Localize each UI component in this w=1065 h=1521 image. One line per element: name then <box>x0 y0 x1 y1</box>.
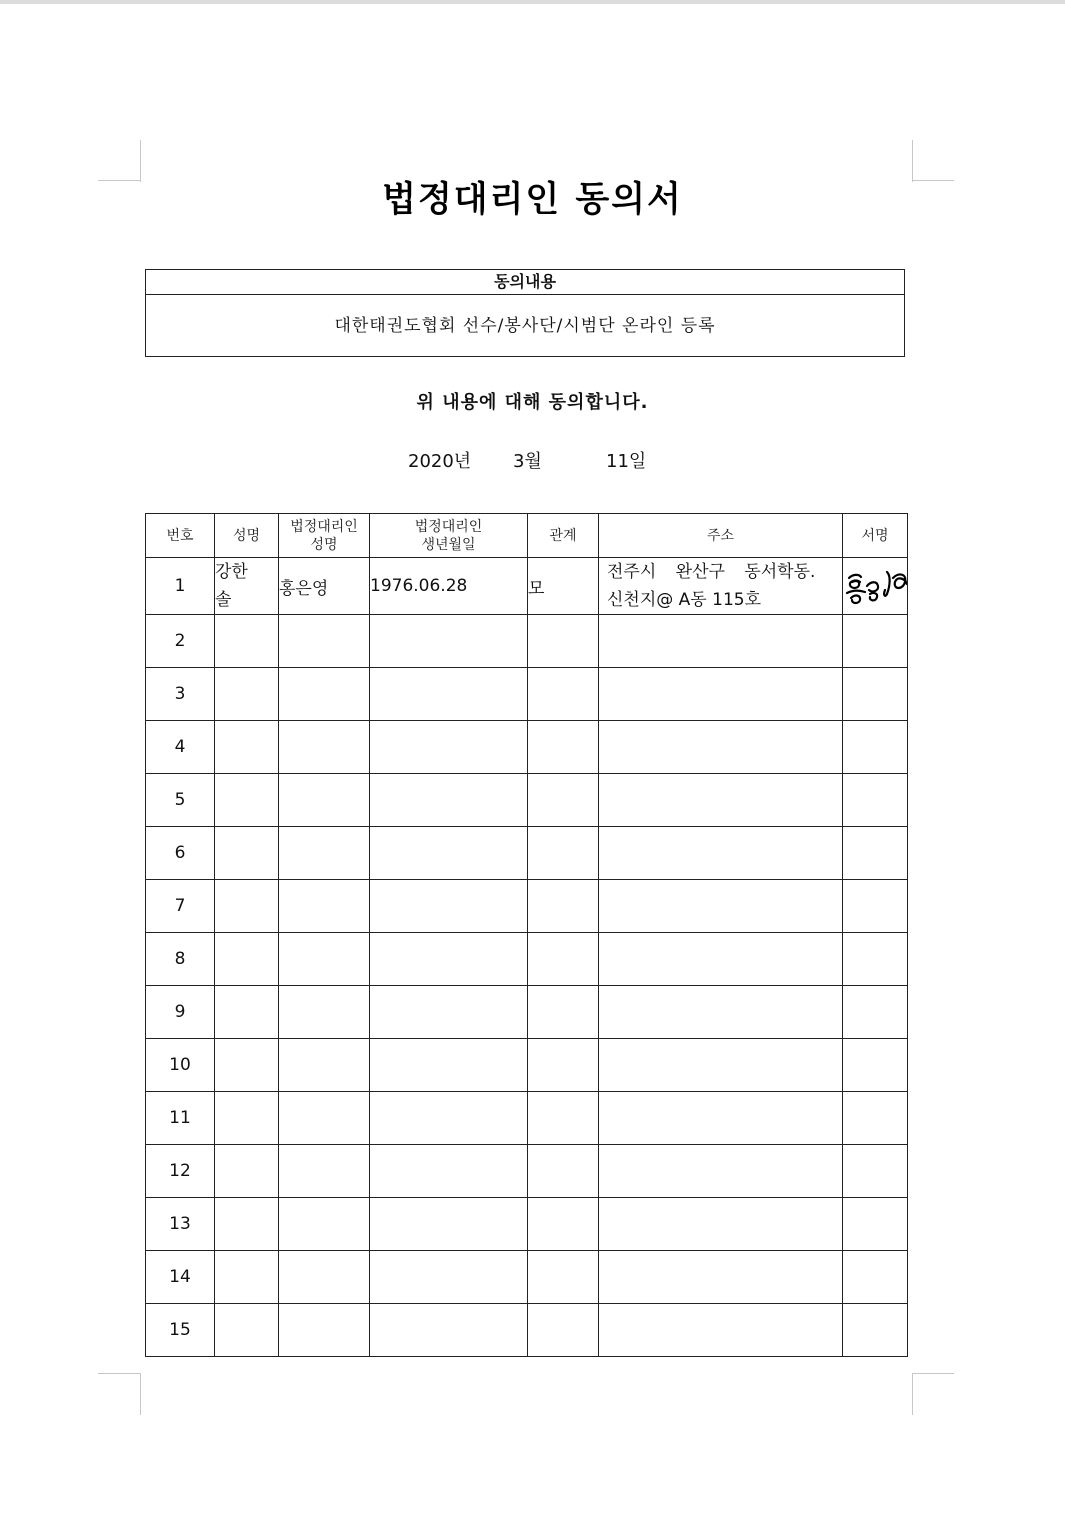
date-day: 11일 <box>606 451 647 472</box>
cell-name <box>215 615 279 668</box>
cell-guardian-birth <box>370 1145 528 1198</box>
cell-number: 15 <box>146 1304 215 1357</box>
cell-number: 4 <box>146 721 215 774</box>
cell-relation <box>528 1145 599 1198</box>
cell-guardian-birth <box>370 1304 528 1357</box>
cell-name <box>215 1092 279 1145</box>
header-guardian-birth: 법정대리인 생년월일 <box>370 514 528 558</box>
cell-address <box>599 668 843 721</box>
cell-signature <box>843 1198 908 1251</box>
cell-address <box>599 986 843 1039</box>
cell-guardian-birth <box>370 668 528 721</box>
cell-number: 8 <box>146 933 215 986</box>
table-row <box>146 880 908 933</box>
cell-signature <box>843 668 908 721</box>
cell-number: 7 <box>146 880 215 933</box>
crop-mark <box>912 1373 913 1415</box>
consent-header: 동의내용 <box>146 270 904 295</box>
cell-guardian-birth <box>370 986 528 1039</box>
cell-name <box>215 1251 279 1304</box>
cell-address <box>599 880 843 933</box>
cell-signature <box>843 986 908 1039</box>
cell-name <box>215 880 279 933</box>
crop-mark <box>98 1373 140 1374</box>
header-relation: 관계 <box>528 514 599 558</box>
cell-number: 10 <box>146 1039 215 1092</box>
cell-address <box>599 774 843 827</box>
cell-address <box>599 1145 843 1198</box>
header-address: 주소 <box>599 514 843 558</box>
cell-guardian-name <box>279 1198 370 1251</box>
cell-relation <box>528 721 599 774</box>
header-name: 성명 <box>215 514 279 558</box>
guardian-consent-table <box>145 513 908 1357</box>
cell-guardian-name <box>279 986 370 1039</box>
cell-name <box>215 668 279 721</box>
cell-guardian-name <box>279 880 370 933</box>
cell-number: 11 <box>146 1092 215 1145</box>
cell-relation <box>528 986 599 1039</box>
cell-guardian-birth <box>370 1251 528 1304</box>
cell-relation <box>528 1198 599 1251</box>
cell-signature <box>843 1039 908 1092</box>
cell-guardian-birth <box>370 1039 528 1092</box>
table-row <box>146 668 908 721</box>
table-row <box>146 558 908 615</box>
cell-signature <box>843 1304 908 1357</box>
cell-relation <box>528 1251 599 1304</box>
table-row <box>146 1039 908 1092</box>
cell-name <box>215 1198 279 1251</box>
cell-number: 12 <box>146 1145 215 1198</box>
table-row <box>146 1198 908 1251</box>
cell-signature <box>843 1092 908 1145</box>
table-row <box>146 1251 908 1304</box>
cell-name: 강한 솔 <box>215 558 279 615</box>
table-row <box>146 986 908 1039</box>
cell-relation <box>528 880 599 933</box>
header-signature: 서명 <box>843 514 908 558</box>
cell-signature <box>843 558 908 615</box>
cell-number: 3 <box>146 668 215 721</box>
consent-content: 대한태권도협회 선수/봉사단/시범단 온라인 등록 <box>334 316 716 336</box>
cell-relation: 모 <box>528 558 599 615</box>
cell-guardian-name <box>279 1251 370 1304</box>
cell-relation <box>528 933 599 986</box>
cell-name <box>215 1039 279 1092</box>
cell-relation <box>528 1039 599 1092</box>
crop-mark <box>912 1373 954 1374</box>
cell-relation <box>528 1092 599 1145</box>
cell-address <box>599 1304 843 1357</box>
cell-guardian-birth <box>370 615 528 668</box>
cell-address <box>599 721 843 774</box>
table-row <box>146 774 908 827</box>
cell-number: 14 <box>146 1251 215 1304</box>
crop-mark <box>140 1373 141 1415</box>
consent-content-box <box>145 269 905 357</box>
cell-guardian-birth <box>370 1198 528 1251</box>
header-guardian-name: 법정대리인 성명 <box>279 514 370 558</box>
table-row <box>146 1304 908 1357</box>
signing-date <box>0 447 1065 473</box>
cell-guardian-birth <box>370 880 528 933</box>
cell-signature <box>843 880 908 933</box>
top-border-strip <box>0 0 1065 4</box>
cell-guardian-name <box>279 774 370 827</box>
cell-guardian-birth <box>370 721 528 774</box>
cell-address <box>599 1039 843 1092</box>
cell-guardian-name <box>279 1145 370 1198</box>
cell-signature <box>843 721 908 774</box>
cell-guardian-name <box>279 933 370 986</box>
cell-guardian-name <box>279 827 370 880</box>
cell-address: 전주시 완산구 동서학동. 신천지@ A동 115호 <box>599 558 843 615</box>
table-row <box>146 721 908 774</box>
cell-guardian-name <box>279 721 370 774</box>
cell-number: 1 <box>146 558 215 615</box>
cell-guardian-name <box>279 1304 370 1357</box>
table-row <box>146 827 908 880</box>
cell-name <box>215 933 279 986</box>
table-row <box>146 615 908 668</box>
cell-name <box>215 1145 279 1198</box>
date-year: 2020년 <box>408 451 472 472</box>
cell-name <box>215 986 279 1039</box>
cell-address <box>599 933 843 986</box>
cell-guardian-birth <box>370 827 528 880</box>
cell-number: 5 <box>146 774 215 827</box>
table-row <box>146 933 908 986</box>
cell-name <box>215 774 279 827</box>
cell-number: 6 <box>146 827 215 880</box>
cell-relation <box>528 668 599 721</box>
cell-signature <box>843 1145 908 1198</box>
cell-guardian-birth <box>370 774 528 827</box>
handwritten-signature-icon <box>843 562 908 610</box>
cell-number: 13 <box>146 1198 215 1251</box>
cell-relation <box>528 827 599 880</box>
cell-guardian-name <box>279 1039 370 1092</box>
cell-name <box>215 1304 279 1357</box>
cell-guardian-name <box>279 1092 370 1145</box>
cell-signature <box>843 933 908 986</box>
cell-address <box>599 1251 843 1304</box>
cell-relation <box>528 774 599 827</box>
header-number: 번호 <box>146 514 215 558</box>
table-header-row <box>146 514 908 558</box>
cell-signature <box>843 827 908 880</box>
cell-guardian-birth <box>370 933 528 986</box>
cell-relation <box>528 615 599 668</box>
cell-address <box>599 827 843 880</box>
document-title: 법정대리인 동의서 <box>382 180 683 220</box>
cell-name <box>215 827 279 880</box>
cell-guardian-name <box>279 668 370 721</box>
cell-address <box>599 1198 843 1251</box>
cell-guardian-birth: 1976.06.28 <box>370 558 528 615</box>
cell-relation <box>528 1304 599 1357</box>
cell-guardian-birth <box>370 1092 528 1145</box>
cell-signature <box>843 1251 908 1304</box>
cell-guardian-name: 홍은영 <box>279 558 370 615</box>
cell-name <box>215 721 279 774</box>
cell-address <box>599 1092 843 1145</box>
cell-number: 9 <box>146 986 215 1039</box>
agreement-statement: 위 내용에 대해 동의합니다. <box>416 392 649 413</box>
table-row <box>146 1145 908 1198</box>
cell-guardian-name <box>279 615 370 668</box>
date-month: 3월 <box>513 451 542 472</box>
cell-signature <box>843 774 908 827</box>
cell-number: 2 <box>146 615 215 668</box>
table-row <box>146 1092 908 1145</box>
cell-address <box>599 615 843 668</box>
cell-signature <box>843 615 908 668</box>
